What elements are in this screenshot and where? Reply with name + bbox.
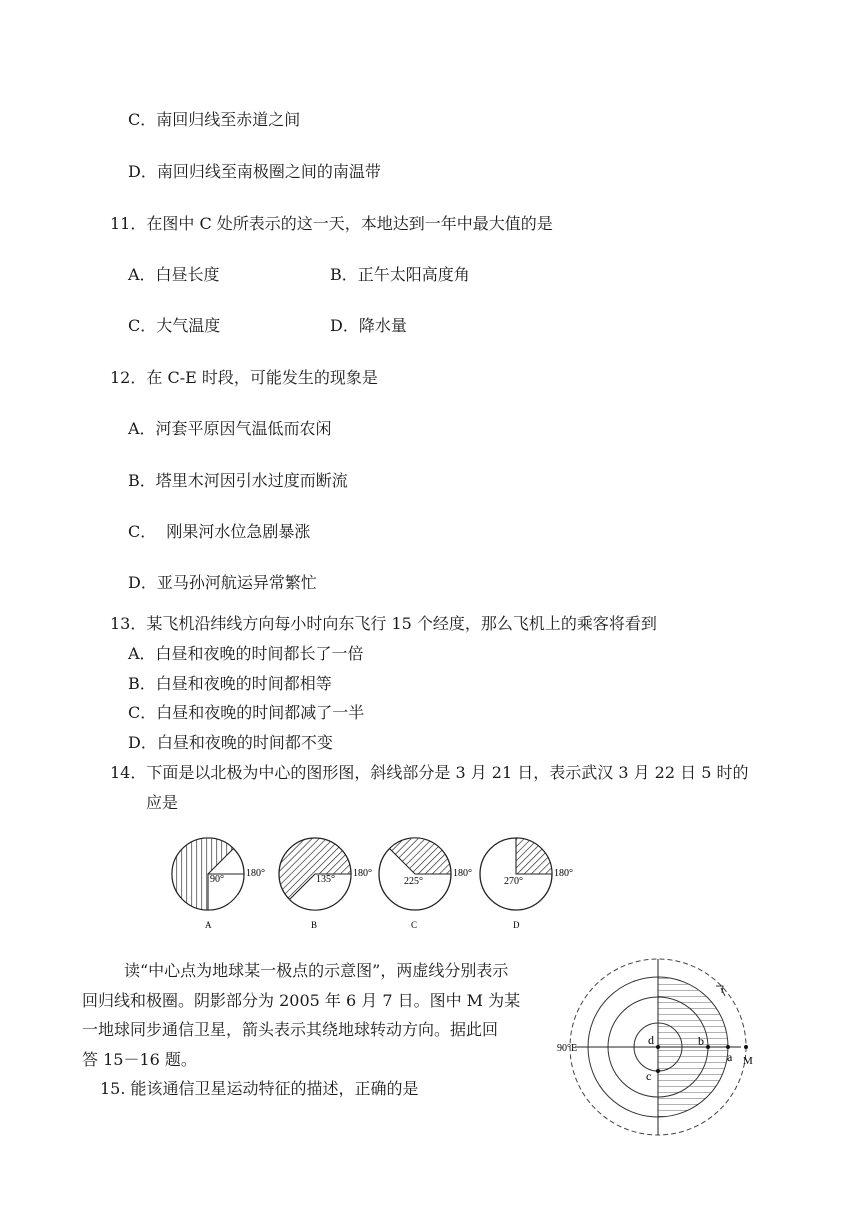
- q14-figures: [0, 832, 860, 932]
- figure-a-edge: 180°: [246, 868, 265, 879]
- q11-option-a: A．白昼长度: [128, 265, 220, 284]
- point-d-label: d: [648, 1033, 654, 1047]
- q12-option-a: A．河套平原因气温低而农闲: [128, 419, 332, 438]
- reading-line-2: 回归线和极圈。阴影部分为 2005 年 6 月 7 日。图中 M 为某: [82, 991, 521, 1010]
- point-b-label: b: [698, 1034, 704, 1048]
- satellite-m-label: M: [743, 1055, 753, 1067]
- polar-diagram: [555, 948, 775, 1148]
- figure-d-letter: D: [513, 920, 520, 930]
- point-a-label: a: [727, 1050, 733, 1064]
- figure-b: [279, 838, 372, 930]
- figure-b-edge: 180°: [353, 868, 372, 879]
- q13-option-a: A．白昼和夜晚的时间都长了一倍: [128, 644, 364, 663]
- point-c-label: c: [646, 1069, 652, 1083]
- figure-d: [480, 838, 573, 930]
- figure-a-letter: A: [205, 920, 212, 930]
- reading-line-3: 一地球同步通信卫星，箭头表示其绕地球转动方向。据此回: [82, 1020, 499, 1039]
- q12-option-d: D．亚马孙河航运异常繁忙: [128, 573, 317, 592]
- figure-a-angle: 90°: [210, 874, 224, 885]
- q13-stem: 13．某飞机沿纬线方向每小时向东飞行 15 个经度，那么飞机上的乘客将看到: [110, 614, 657, 633]
- figure-d-angle: 270°: [504, 876, 523, 887]
- figure-c-edge: 180°: [453, 868, 472, 879]
- reading-line-4: 答 15－16 题。: [82, 1050, 197, 1069]
- figure-c-angle: 225°: [404, 876, 423, 887]
- point-b-dot: [706, 1045, 710, 1049]
- q10-option-d: D．南回归线至南极圈之间的南温带: [128, 162, 381, 181]
- point-c-dot: [656, 1069, 660, 1073]
- satellite-m-dot: [744, 1045, 748, 1049]
- q13-option-d: D．白昼和夜晚的时间都不变: [128, 733, 333, 752]
- q12-stem: 12．在 C-E 时段，可能发生的现象是: [110, 368, 378, 387]
- q11-option-b: B．正午太阳高度角: [330, 265, 470, 284]
- figure-a: [157, 832, 265, 930]
- figure-b-angle: 135°: [316, 874, 335, 885]
- q13-option-b: B．白昼和夜晚的时间都相等: [128, 674, 332, 693]
- figure-d-edge: 180°: [554, 868, 573, 879]
- q11-stem: 11．在图中 C 处所表示的这一天，本地达到一年中最大值的是: [110, 214, 553, 233]
- reading-line-1: 读“中心点为地球某一极点的示意图”，两虚线分别表示: [124, 961, 509, 980]
- q13-option-c: C．白昼和夜晚的时间都减了一半: [128, 703, 365, 722]
- q11-option-c: C．大气温度: [128, 316, 221, 335]
- figure-c: [379, 838, 472, 930]
- q15-stem: 15. 能该通信卫星运动特征的描述，正确的是: [100, 1079, 419, 1098]
- figure-c-letter: C: [411, 920, 418, 930]
- point-d-dot: [656, 1045, 660, 1049]
- q14-stem-line1: 14．下面是以北极为中心的图形图，斜线部分是 3 月 21 日，表示武汉 3 月 22 日 5 时的: [110, 763, 749, 782]
- q14-stem-line2: 应是: [146, 793, 179, 812]
- q10-option-c: C．南回归线至赤道之间: [128, 110, 301, 129]
- figure-b-letter: B: [311, 920, 318, 930]
- q12-option-c: C． 刚果河水位急剧暴涨: [128, 522, 311, 541]
- q11-option-d: D．降水量: [330, 316, 407, 335]
- longitude-label: 90°E: [557, 1043, 578, 1054]
- q12-option-b: B．塔里木河因引水过度而断流: [128, 471, 348, 490]
- point-a-dot: [726, 1045, 730, 1049]
